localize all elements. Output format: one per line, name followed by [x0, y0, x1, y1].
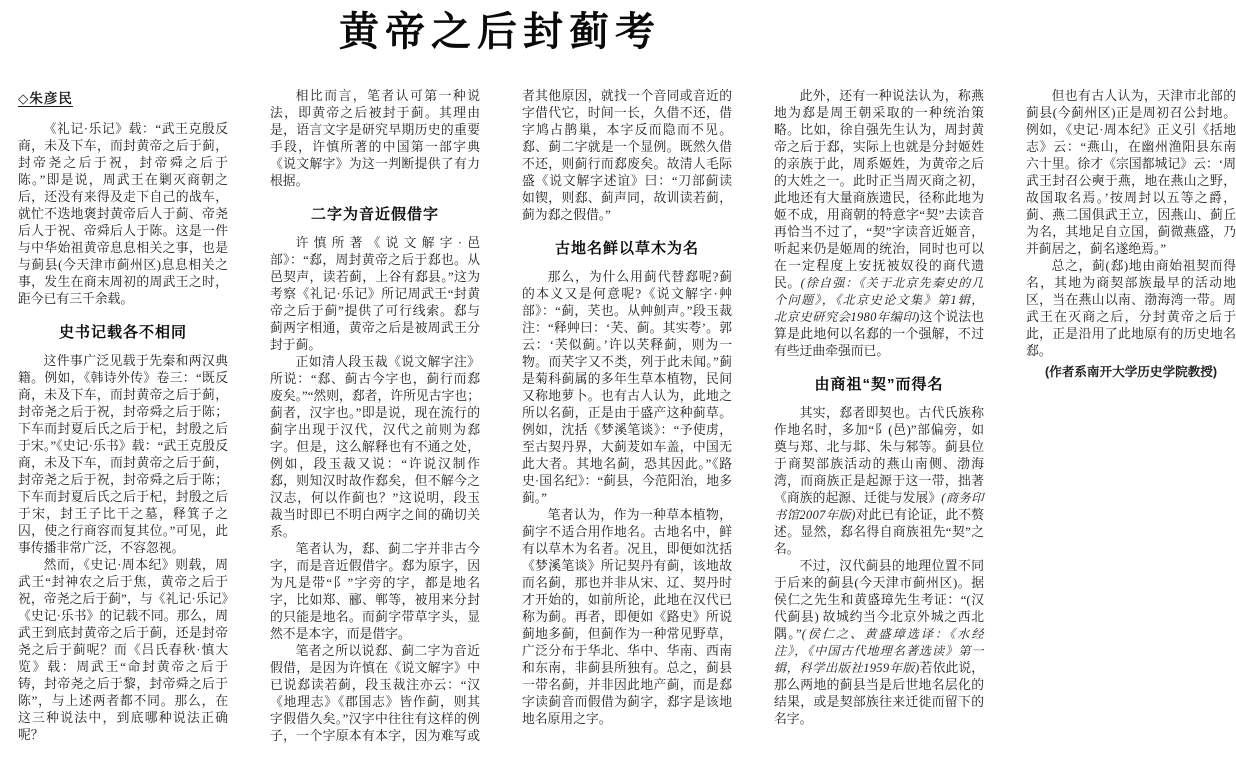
text-run: 然而，《史记·周本纪》则载，周武王“封神农之后于焦，黄帝之后于祝，帝尧之后于蓟”，与《礼记·乐记》《史记·乐书》的记载不同。那么，周武王到底封黄帝之后于蓟，还是封帝尧之后于蓟呢？而《吕氏春秋·慎大览》载：周武王“命封黄帝之后于铸，封帝尧之后于黎，封帝舜之后于陈”，与上述两者都不同。那么，在这三种说法中，到底哪种说法正确呢？ [18, 558, 228, 742]
text-run: 笔者认为，作为一种草本植物，蓟字不适合用作地名。古地名中，鲜有以草木为名者。况且，即便如沈括《梦溪笔谈》所记契丹有蓟，该地故而名蓟，那也并非从宋、辽、契丹时才开始的，如前所论，此地在汉代已称为蓟。再者，即便如《路史》所说蓟地多蓟，但蓟作为一种常见野草，广泛分布于华北、华中、华南、西南和东南，非蓟县所独有。总之，蓟县一带名蓟，并非因此地产蓟，而是郄字读蓟音而假借为蓟字，郄字是该地地名原用之字。 [522, 508, 732, 726]
body-paragraph [774, 558, 984, 728]
text-run: 不过，汉代蓟县的地理位置不同于后来的蓟县(今天津市蓟州区)。据侯仁之先生和黄盛璋先生考证：“(汉代蓟县) 故城约当今北京外城之西北隅。” [774, 559, 984, 641]
section-heading: 古地名鲜以草木为名 [554, 240, 699, 257]
citation-run: (侯仁之、黄盛璋选译：《水经注》，《中国古代地理名著选读》第一辑，科学出版社1959年版) [774, 627, 985, 675]
text-run: 这个说法也算是此地何以名郄的一个强解，不过有些迂曲牵强而已。 [774, 310, 985, 358]
text-run: 总之，蓟(郄)地由商始祖契而得名，其地为商契部族最早的活动地区，当在燕山以南、渤海湾一带。周武王在灭商之后，分封黄帝之后于此，正是沿用了此地原有的历史地名郄。 [1026, 259, 1236, 358]
body-paragraph [522, 507, 732, 728]
text-run: 笔者认为，郄、蓟二字并非古今字，而是音近假借字。郄为原字，因为凡是带“阝”字旁的字，都是地名字，比如郑、郦、郸等，被用来分封的只能是地名。而蓟字带草字头，显然不是本字，而是借字。 [270, 542, 480, 641]
body-paragraph [270, 88, 480, 190]
body-paragraph [270, 235, 480, 354]
text-run: 这件事广泛见载于先秦和两汉典籍。例如，《韩诗外传》卷三：“既反商，未及下车，而封黄帝之后于蓟，封帝尧之后于祝，封帝舜之后于陈；下车而封夏后氏之后于杞，封殷之后于宋。”《史记·乐书》载：“武王克殷反商，未及下车，而封黄帝之后于蓟，封帝尧之后于祝，封帝舜之后于陈；下车而封夏后氏之后于杞，封殷之后于宋，封王子比干之墓，释箕子之囚，使之行商容而复其位。”可见，此事传播非常广泛，不容忽视。 [18, 354, 228, 555]
body-paragraph [18, 353, 228, 557]
body-paragraph [270, 541, 480, 643]
section-heading: 史书记载各不相同 [58, 324, 187, 341]
article-title: 黄帝之后封蓟考 [339, 10, 661, 54]
text-run: 笔者之所以说郄、蓟二字为音近假借，是因为许慎在《说文解字》中已说郄读若蓟，段玉裁注亦云：“汉《地理志》《郡国志》皆作蓟，则其字假借久矣。”汉字中往往有这样的例子，一个字原本有本字，因为难写或者其他原因，就找一个音同或音近的字借代它，时间一长，久借不还，借字鸠占鹊巢，本字反而隐而不见。郄、蓟二字就是一个显例。既然久借不还，则蓟行而郄废矣。故清人毛际盛《说文解字述谊》曰：“刀部蓟读如锲，则郄、蓟声同，故训读若蓟，蓟为郄之假借。” [270, 89, 732, 743]
text-run: 《礼记·乐记》载：“武王克殷反商，未及下车，而封黄帝之后于蓟，封帝尧之后于祝，封帝舜之后于陈。”即是说，周武王在剿灭商朝之后，还没有来得及走下自己的战车，就忙不迭地褒封黄帝后人于蓟、帝尧后人于祝、帝舜后人于陈。这是一件与中华始祖黄帝息息相关之事，也是与蓟县(今天津市蓟州区)息息相关之事，发生在商末周初的周武王之时，距今已有三千余载。 [18, 122, 228, 306]
text-run: 许慎所著《说文解字·邑部》：“郄，周封黄帝之后于郄也。从邑契声，读若蓟，上谷有郄县。”这为考察《礼记·乐记》所记周武王“封黄帝之后于蓟”提供了可行线索。郄与蓟两字相通，黄帝之后是被周武王分封于蓟。 [270, 236, 480, 352]
text-run: 但也有古人认为，天津市北部的蓟县(今蓟州区)正是周初召公封地。例如，《史记·周本纪》正义引《括地志》云：“燕山，在幽州渔阳县东南六十里。徐才《宗国都城记》云：‘周武王封召公奭于燕，地在燕山之野，故国取名焉。’按周封以五等之爵，蓟、燕二国俱武王立，因燕山、蓟丘为名，其地足自立国，蓟微燕盛，乃并蓟居之，蓟名遂绝焉。” [1026, 89, 1236, 256]
citation-run: (徐自强：《关于北京先秦史的几个问题》，《北京史论文集》第1辑，北京史研究会1980年编印) [774, 276, 984, 324]
body-paragraph [774, 405, 984, 558]
text-run: 那么，为什么用蓟代替郄呢?蓟的本义又是何意呢?《说文解字·艸部》：“蓟，芺也。从艸魝声。”段玉裁注：“释艸曰：‘芺、蓟。其实荂’。郭云：‘芺似蓟。’许以芺释蓟，则为一物。而芺字又不类，列于此未闻。”蓟是菊科蓟属的多年生草本植物，民间又称地萝卜。也有古人认为，此地之所以名蓟，正是由于盛产这种蓟草。例如，沈括《梦溪笔谈》：“予使虏，至古契丹界，大蓟茇如车盖，中国无此大者。其地名蓟，恐其因此。”《路史·国名纪》：“蓟县，今范阳治，地多蓟。” [522, 270, 732, 505]
text-run: 对此已有论证，此不赘述。显然，郄名得自商族祖先“契”之名。 [774, 508, 985, 556]
body-paragraph [270, 354, 480, 541]
author-byline: ◇朱彦民 [18, 91, 73, 106]
body-paragraph [18, 121, 228, 308]
body-paragraph [18, 557, 228, 744]
body-paragraph [522, 269, 732, 507]
masthead [0, 0, 1000, 54]
text-run: 正如清人段玉裁《说文解字注》所说：“郄、蓟古今字也，蓟行而郄废矣。”“然则，郄者，许所见古字也；蓟者，汉字也。”即是说，现在流行的蓟字出现于汉代，汉代之前则为郄字。但是，这么解释也有不通之处，例如，段玉裁又说：“许说汉制作郄，则知汉时故作郄矣，但不解今之汉志，何以作蓟也？”这说明，段玉裁当时即已不明白两字之间的确切关系。 [270, 355, 480, 539]
text-run: 此外，还有一种说法认为，称燕地为郄是周王朝采取的一种统治策略。比如，徐自强先生认为，周封黄帝之后于郄，实际上也就是分封姬姓的亲族于此，周系姬姓，为黄帝之后的大姓之一。此时正当周灭商之初，此地还有大量商族遗民，径称此地为姬不成，用商朝的特意字“契”去读音再恰当不过了，“契”字读音近姬音，听起来仍是姬周的统治，同时也可以在一定程度上安抚被奴役的商代遗民。 [774, 89, 984, 290]
text-run: 其实，郄者即契也。古代氏族称作地名时，多加“阝(邑)”部偏旁，如奠与郑、北与邶、朱与邾等。蓟县位于商契部族活动的燕山南侧、渤海湾，而商族正是起源于这一带，拙著《商族的起源、迁徙与发展》 [774, 406, 984, 505]
text-run: 相比而言，笔者认可第一种说法，即黄帝之后被封于蓟。其理由是，语言文字是研究早期历史的重要手段，许慎所著的中国第一部字典《说文解字》为这一判断提供了有力根据。 [270, 89, 480, 188]
section-heading: 由商祖“契”而得名 [814, 376, 944, 393]
footer-note: (作者系南开大学历史学院教授) [1044, 365, 1218, 379]
section-heading: 二字为音近假借字 [310, 206, 439, 223]
article-columns [18, 88, 1236, 760]
body-paragraph [1026, 258, 1236, 360]
citation-run: (商务印书馆2007年版) [774, 491, 984, 522]
body-paragraph [1026, 88, 1236, 258]
text-run: 若依此说，那么两地的蓟县当是后世地名层化的结果，或是契部族往来迁徙而留下的名字。 [774, 661, 985, 726]
body-paragraph [774, 88, 984, 360]
